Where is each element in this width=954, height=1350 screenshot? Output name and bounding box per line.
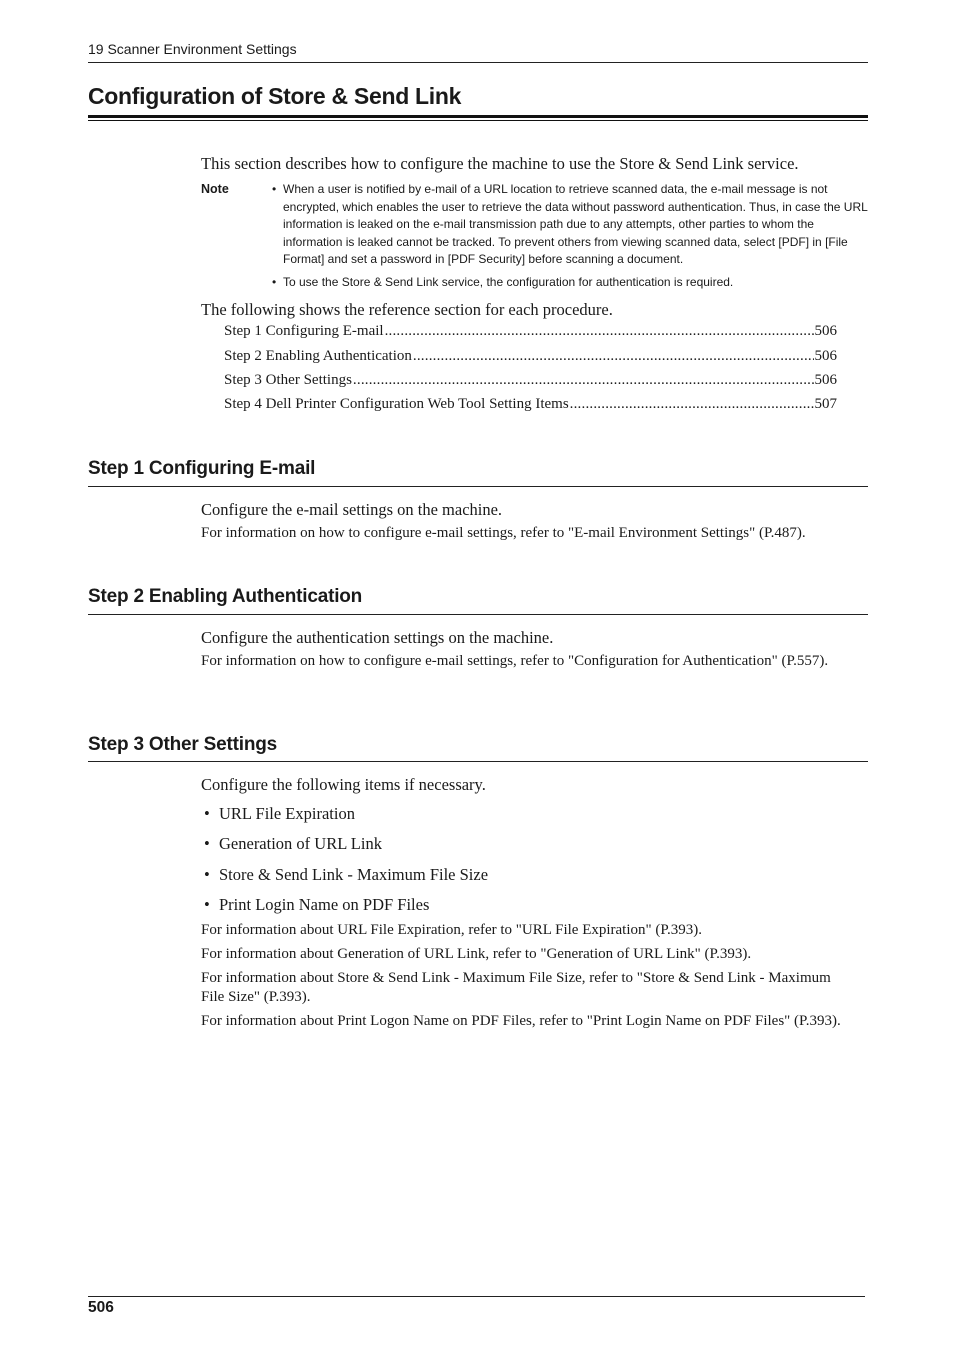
page-number: 506 (88, 1299, 114, 1316)
title-divider-thick (88, 115, 868, 118)
step2-heading: Step 2 Enabling Authentication (88, 586, 363, 607)
running-header: 19 Scanner Environment Settings (88, 41, 297, 57)
toc-page: 506 (814, 348, 837, 364)
bullet-icon: • (204, 895, 210, 914)
step1-divider (88, 486, 868, 487)
note-item (272, 181, 868, 269)
toc-label: Step 4 Dell Printer Configuration Web Tool Setting Items (224, 396, 569, 412)
toc-leader (413, 348, 814, 365)
toc-leader (385, 323, 814, 340)
toc-leader (570, 396, 814, 413)
toc-label: Step 2 Enabling Authentication (224, 348, 412, 364)
page-title: Configuration of Store & Send Link (88, 83, 462, 109)
step3-reference: For information about Print Logon Name on PDF Files, refer to "Print Login Name on PDF Files" (P.393). (201, 1013, 841, 1029)
bullet-icon: • (204, 804, 210, 823)
toc-entry-step1[interactable] (224, 323, 837, 342)
note-item (272, 274, 868, 292)
toc-leader (353, 372, 814, 389)
step2-divider (88, 614, 868, 615)
step3-heading: Step 3 Other Settings (88, 734, 278, 755)
step3-divider (88, 761, 868, 762)
bullet-icon: • (272, 275, 277, 289)
list-item (204, 865, 488, 885)
list-item (204, 804, 355, 824)
toc-entry-step4[interactable] (224, 396, 837, 415)
bullet-icon: • (204, 865, 210, 884)
intro-paragraph: This section describes how to configure the machine to use the Store & Send Link service. (201, 154, 799, 173)
note-label: Note (201, 182, 229, 196)
note-text: When a user is notified by e-mail of a URL location to retrieve scanned data, the e-mail message is not encrypted, which enables the user to retrieve the data without password authentication. Thus, in case the URL information is leaked on the e-mail transmission path due to any attempts, other parties to whom the information is leaked cannot be tracked. To prevent others from viewing scanned data, select [PDF] in [File Format] and set a password in [PDF Security] before scanning a document. (283, 182, 868, 266)
list-item-text: Print Login Name on PDF Files (219, 895, 430, 914)
toc-label: Step 3 Other Settings (224, 372, 352, 388)
step3-reference: For information about Store & Send Link - Maximum File Size, refer to "Store & Send Link - Maximum File Size" (P.393). (201, 970, 831, 1005)
toc-label: Step 1 Configuring E-mail (224, 323, 384, 339)
step3-text: Configure the following items if necessary. (201, 775, 486, 794)
step2-reference: For information on how to configure e-mail settings, refer to "Configuration for Authentication" (P.557). (201, 653, 829, 669)
bullet-icon: • (204, 834, 210, 853)
step3-reference: For information about Generation of URL Link, refer to "Generation of URL Link" (P.393). (201, 946, 752, 962)
toc-page: 506 (814, 323, 837, 339)
step1-text: Configure the e-mail settings on the machine. (201, 500, 503, 519)
step2-text: Configure the authentication settings on the machine. (201, 628, 554, 647)
toc-entry-step3[interactable] (224, 372, 837, 391)
step1-reference: For information on how to configure e-mail settings, refer to "E-mail Environment Settings" (P.487). (201, 525, 806, 541)
toc-page: 507 (814, 396, 837, 412)
step1-heading: Step 1 Configuring E-mail (88, 458, 316, 479)
note-text: To use the Store & Send Link service, the configuration for authentication is required. (283, 275, 734, 289)
title-divider-thin (88, 120, 868, 121)
toc-page: 506 (814, 372, 837, 388)
list-item-text: Store & Send Link - Maximum File Size (219, 865, 489, 884)
header-divider (88, 62, 868, 63)
toc-entry-step2[interactable] (224, 348, 837, 367)
list-item (204, 895, 429, 915)
list-item-text: Generation of URL Link (219, 834, 382, 853)
list-item-text: URL File Expiration (219, 804, 355, 823)
footer-divider (88, 1296, 865, 1297)
bullet-icon: • (272, 182, 277, 196)
step3-reference: For information about URL File Expiration, refer to "URL File Expiration" (P.393). (201, 922, 703, 938)
list-item (204, 834, 382, 854)
reference-intro: The following shows the reference section for each procedure. (201, 300, 613, 319)
